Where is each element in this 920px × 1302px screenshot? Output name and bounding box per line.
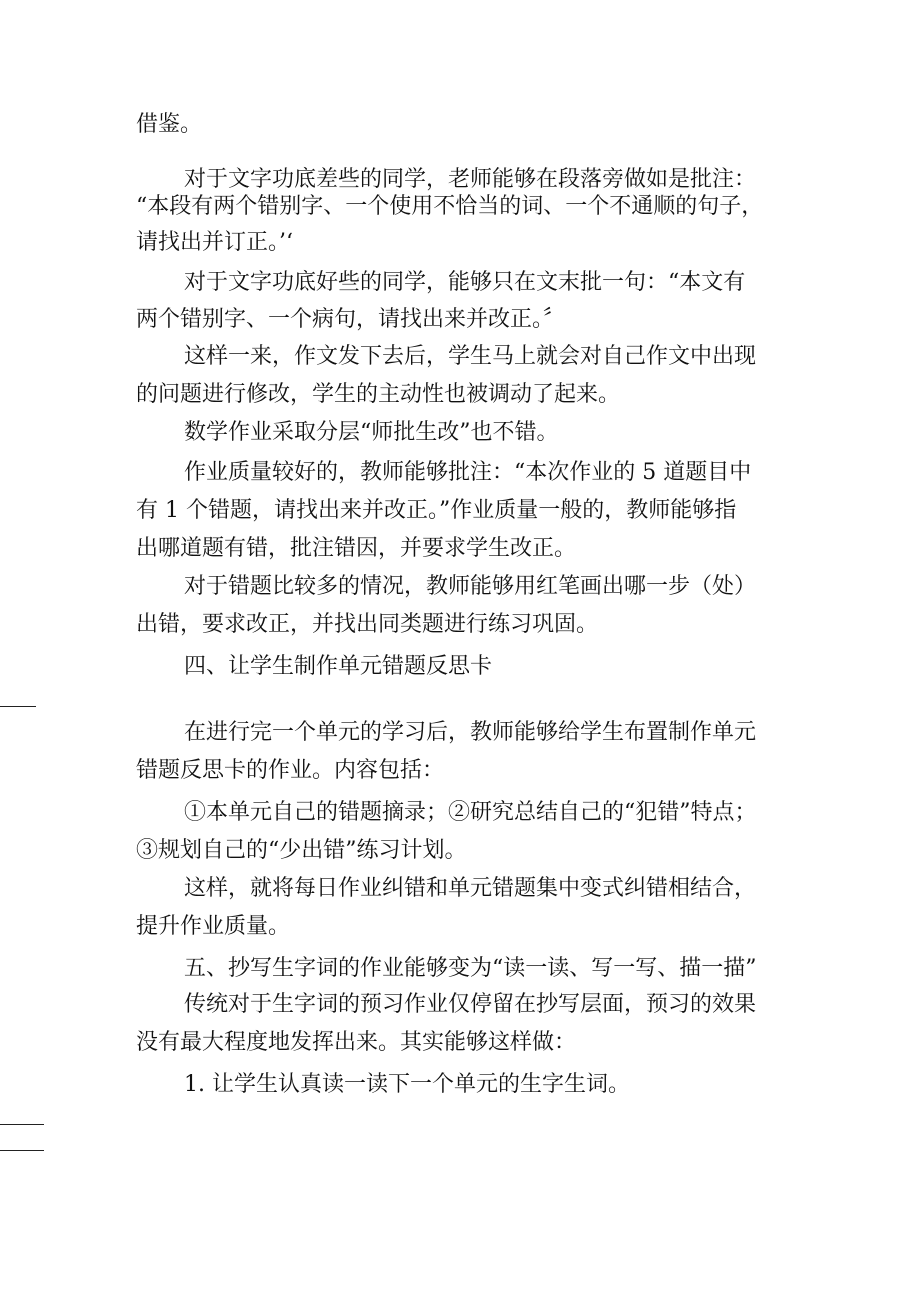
text-line: 作业质量较好的，教师能够批注：“本次作业的 5 道题目中 — [184, 460, 752, 485]
text-line: 出错，要求改正，并找出同类题进行练习巩固。 — [136, 612, 599, 637]
text-line: 提升作业质量。 — [136, 914, 291, 939]
text-line: 借鉴。 — [136, 112, 203, 137]
text-line: ③规划自己的“少出错”练习计划。 — [136, 838, 467, 863]
text-line: 没有最大程度地发挥出来。其实能够这样做： — [136, 1030, 577, 1055]
text-line: 对于错题比较多的情况，教师能够用红笔画出哪一步（处） — [184, 574, 757, 599]
text-line: 在进行完一个单元的学习后，教师能够给学生布置制作单元 — [184, 720, 757, 745]
margin-rule — [0, 1150, 44, 1151]
text-line: 出哪道题有错，批注错因，并要求学生改正。 — [136, 536, 577, 561]
text-line: 请找出并订正。’‘ — [136, 230, 293, 255]
text-line: “本段有两个错别字、一个使用不恰当的词、一个不通顺的句子， — [136, 194, 764, 219]
text-line: 的问题进行修改，学生的主动性也被调动了起来。 — [136, 382, 621, 407]
text-line: 数学作业采取分层“师批生改”也不错。 — [184, 420, 559, 445]
text-line: 错题反思卡的作业。内容包括： — [136, 758, 445, 783]
text-line: 对于文字功底差些的同学，老师能够在段落旁做如是批注： — [184, 167, 757, 192]
text-line: 两个错别字、一个病句，请找出来并改正。〞 — [136, 307, 566, 332]
margin-rule — [0, 1124, 44, 1125]
text-line: 有 1 个错题，请找出来并改正。”作业质量一般的，教师能够指 — [136, 498, 737, 523]
text-line: 这样，就将每日作业纠错和单元错题集中变式纠错相结合， — [184, 876, 757, 901]
text-line: 这样一来，作文发下去后，学生马上就会对自己作文中出现 — [184, 344, 757, 369]
text-line: 传统对于生字词的预习作业仅停留在抄写层面，预习的效果 — [184, 992, 757, 1017]
text-line: ①本单元自己的错题摘录；②研究总结自己的“犯错”特点； — [184, 800, 757, 825]
margin-rule — [0, 706, 36, 707]
text-line: 对于文字功底好些的同学，能够只在文末批一句：“本文有 — [184, 270, 746, 295]
list-item: 1. 让学生认真读一读下一个单元的生字生词。 — [184, 1072, 630, 1097]
section-heading: 五、抄写生字词的作业能够变为“读一读、写一写、描一描” — [184, 956, 757, 981]
section-heading: 四、让学生制作单元错题反思卡 — [184, 654, 493, 679]
